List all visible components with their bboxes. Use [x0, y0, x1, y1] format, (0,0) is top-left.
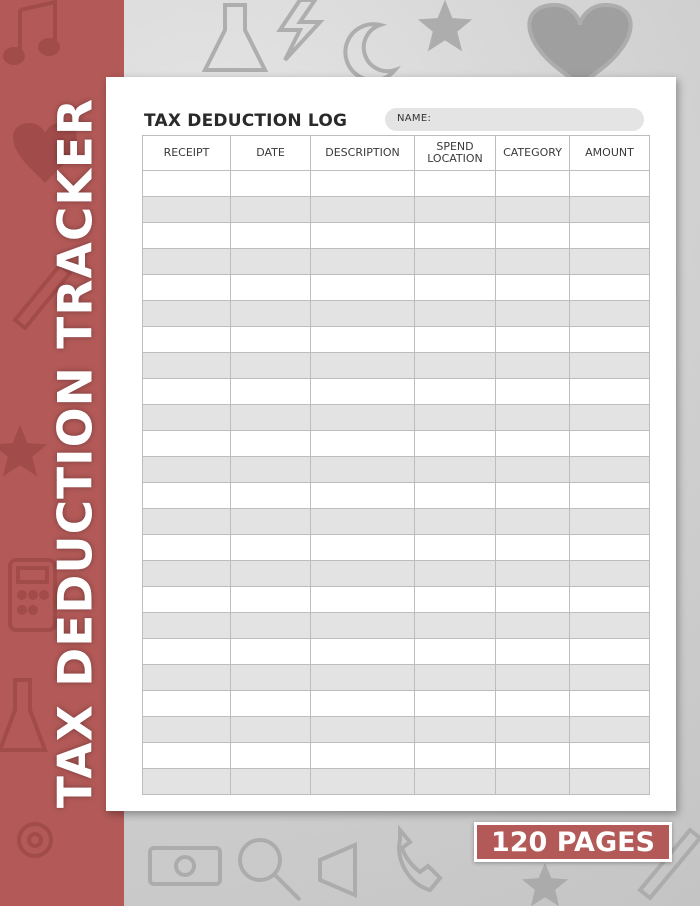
cell-amount[interactable] [570, 327, 650, 353]
cell-amount[interactable] [570, 275, 650, 301]
cell-description[interactable] [311, 197, 415, 223]
cell-spend-location[interactable] [415, 223, 496, 249]
table-row [143, 665, 650, 691]
cell-spend-location[interactable] [415, 665, 496, 691]
cell-date[interactable] [231, 691, 311, 717]
star-icon [0, 430, 42, 472]
table-row [143, 613, 650, 639]
table-row [143, 353, 650, 379]
cell-receipt[interactable] [143, 223, 231, 249]
table-row [143, 171, 650, 197]
moon-icon [345, 24, 395, 80]
cell-spend-location[interactable] [415, 743, 496, 769]
cell-amount[interactable] [570, 613, 650, 639]
cell-date[interactable] [231, 301, 311, 327]
cell-date[interactable] [231, 769, 311, 795]
cell-description[interactable] [311, 405, 415, 431]
cell-category[interactable] [496, 223, 570, 249]
cell-date[interactable] [231, 353, 311, 379]
megaphone-icon [320, 845, 355, 895]
table-row [143, 769, 650, 795]
cell-description[interactable] [311, 483, 415, 509]
cell-receipt[interactable] [143, 431, 231, 457]
cell-spend-location[interactable] [415, 327, 496, 353]
cell-date[interactable] [231, 743, 311, 769]
cell-spend-location[interactable] [415, 483, 496, 509]
cell-receipt[interactable] [143, 561, 231, 587]
cell-spend-location[interactable] [415, 379, 496, 405]
spine-title: TAX DEDUCTION TRACKER [48, 97, 104, 809]
table-body [143, 171, 650, 795]
cell-description[interactable] [311, 457, 415, 483]
cell-spend-location[interactable] [415, 197, 496, 223]
table-row [143, 275, 650, 301]
cell-category[interactable] [496, 691, 570, 717]
cell-amount[interactable] [570, 743, 650, 769]
cell-receipt[interactable] [143, 301, 231, 327]
cell-spend-location[interactable] [415, 639, 496, 665]
cell-description[interactable] [311, 327, 415, 353]
cell-description[interactable] [311, 171, 415, 197]
badge-text: 120 PAGES [490, 826, 656, 858]
cell-receipt[interactable] [143, 327, 231, 353]
cell-receipt[interactable] [143, 353, 231, 379]
magnifier-icon [240, 840, 300, 900]
cell-receipt[interactable] [143, 249, 231, 275]
page-count-badge [474, 822, 672, 862]
cell-amount[interactable] [570, 301, 650, 327]
cell-category[interactable] [496, 171, 570, 197]
cell-spend-location[interactable] [415, 535, 496, 561]
cell-description[interactable] [311, 587, 415, 613]
cell-receipt[interactable] [143, 379, 231, 405]
cell-amount[interactable] [570, 353, 650, 379]
cell-description[interactable] [311, 353, 415, 379]
table-row [143, 457, 650, 483]
cell-description[interactable] [311, 691, 415, 717]
music-note-icon [5, 2, 58, 63]
cell-amount[interactable] [570, 405, 650, 431]
cell-date[interactable] [231, 197, 311, 223]
cell-amount[interactable] [570, 717, 650, 743]
table-row [143, 483, 650, 509]
cell-amount[interactable] [570, 509, 650, 535]
cell-receipt[interactable] [143, 483, 231, 509]
table-row [143, 327, 650, 353]
cell-spend-location[interactable] [415, 301, 496, 327]
cell-category[interactable] [496, 665, 570, 691]
lightning-icon [280, 0, 320, 60]
cell-spend-location[interactable] [415, 717, 496, 743]
cell-receipt[interactable] [143, 405, 231, 431]
column-header-receipt: RECEIPT [143, 136, 231, 171]
table-row [143, 639, 650, 665]
column-header-spend-location: SPEND LOCATION [415, 136, 496, 171]
cell-category[interactable] [496, 587, 570, 613]
cell-spend-location[interactable] [415, 613, 496, 639]
cell-amount[interactable] [570, 535, 650, 561]
cell-amount[interactable] [570, 457, 650, 483]
cell-amount[interactable] [570, 197, 650, 223]
table-row [143, 223, 650, 249]
cell-category[interactable] [496, 535, 570, 561]
cell-receipt[interactable] [143, 691, 231, 717]
column-header-amount: AMOUNT [570, 136, 650, 171]
cell-amount[interactable] [570, 171, 650, 197]
cell-description[interactable] [311, 717, 415, 743]
cell-category[interactable] [496, 431, 570, 457]
cell-amount[interactable] [570, 483, 650, 509]
cell-date[interactable] [231, 327, 311, 353]
table-row [143, 535, 650, 561]
cell-date[interactable] [231, 275, 311, 301]
cell-spend-location[interactable] [415, 561, 496, 587]
cell-category[interactable] [496, 483, 570, 509]
cell-description[interactable] [311, 249, 415, 275]
cell-receipt[interactable] [143, 535, 231, 561]
cell-amount[interactable] [570, 561, 650, 587]
table-row [143, 509, 650, 535]
cell-description[interactable] [311, 613, 415, 639]
cell-receipt[interactable] [143, 197, 231, 223]
cell-category[interactable] [496, 639, 570, 665]
cell-category[interactable] [496, 457, 570, 483]
column-header-date: DATE [231, 136, 311, 171]
cell-spend-location[interactable] [415, 249, 496, 275]
cell-amount[interactable] [570, 639, 650, 665]
cell-amount[interactable] [570, 587, 650, 613]
cell-receipt[interactable] [143, 717, 231, 743]
log-page [106, 77, 676, 811]
cell-description[interactable] [311, 561, 415, 587]
cell-category[interactable] [496, 249, 570, 275]
cell-receipt[interactable] [143, 587, 231, 613]
cell-category[interactable] [496, 379, 570, 405]
cell-description[interactable] [311, 275, 415, 301]
cell-category[interactable] [496, 197, 570, 223]
cell-receipt[interactable] [143, 769, 231, 795]
cell-spend-location[interactable] [415, 431, 496, 457]
column-header-description: DESCRIPTION [311, 136, 415, 171]
cell-date[interactable] [231, 509, 311, 535]
cell-category[interactable] [496, 301, 570, 327]
cell-amount[interactable] [570, 691, 650, 717]
cell-receipt[interactable] [143, 171, 231, 197]
cell-spend-location[interactable] [415, 509, 496, 535]
cell-date[interactable] [231, 613, 311, 639]
cell-date[interactable] [231, 639, 311, 665]
cell-category[interactable] [496, 327, 570, 353]
name-label: NAME: [397, 113, 432, 124]
cell-spend-location[interactable] [415, 353, 496, 379]
table-row [143, 405, 650, 431]
cell-date[interactable] [231, 457, 311, 483]
money-icon [150, 848, 220, 884]
cell-amount[interactable] [570, 249, 650, 275]
cell-spend-location[interactable] [415, 769, 496, 795]
cell-description[interactable] [311, 535, 415, 561]
cell-description[interactable] [311, 431, 415, 457]
cell-date[interactable] [231, 431, 311, 457]
gear-icon [19, 824, 51, 856]
cell-category[interactable] [496, 275, 570, 301]
cell-amount[interactable] [570, 769, 650, 795]
cell-description[interactable] [311, 509, 415, 535]
table-row [143, 717, 650, 743]
cell-date[interactable] [231, 171, 311, 197]
cell-category[interactable] [496, 613, 570, 639]
cell-date[interactable] [231, 249, 311, 275]
table-row [143, 379, 650, 405]
cell-date[interactable] [231, 405, 311, 431]
cell-date[interactable] [231, 587, 311, 613]
cell-category[interactable] [496, 769, 570, 795]
cell-description[interactable] [311, 639, 415, 665]
cell-spend-location[interactable] [415, 587, 496, 613]
cell-receipt[interactable] [143, 275, 231, 301]
heart-icon [529, 5, 630, 85]
table-row [143, 249, 650, 275]
cell-category[interactable] [496, 509, 570, 535]
cell-category[interactable] [496, 405, 570, 431]
cell-receipt[interactable] [143, 743, 231, 769]
flask-icon [205, 5, 265, 70]
cell-receipt[interactable] [143, 457, 231, 483]
cell-category[interactable] [496, 353, 570, 379]
cell-date[interactable] [231, 665, 311, 691]
cell-category[interactable] [496, 717, 570, 743]
cell-spend-location[interactable] [415, 171, 496, 197]
table-row [143, 587, 650, 613]
column-header-category: CATEGORY [496, 136, 570, 171]
star-icon [423, 5, 467, 47]
cell-spend-location[interactable] [415, 275, 496, 301]
table-row [143, 691, 650, 717]
cell-date[interactable] [231, 483, 311, 509]
cell-description[interactable] [311, 769, 415, 795]
table-row [143, 197, 650, 223]
cell-category[interactable] [496, 743, 570, 769]
page-title: TAX DEDUCTION LOG [144, 111, 348, 131]
cell-spend-location[interactable] [415, 405, 496, 431]
cell-description[interactable] [311, 379, 415, 405]
cell-spend-location[interactable] [415, 457, 496, 483]
star-icon [527, 868, 563, 902]
cell-category[interactable] [496, 561, 570, 587]
cell-amount[interactable] [570, 379, 650, 405]
cell-date[interactable] [231, 379, 311, 405]
cell-receipt[interactable] [143, 509, 231, 535]
cell-receipt[interactable] [143, 639, 231, 665]
table-row [143, 561, 650, 587]
cell-description[interactable] [311, 223, 415, 249]
table-row [143, 743, 650, 769]
table-row [143, 431, 650, 457]
cell-receipt[interactable] [143, 613, 231, 639]
cell-date[interactable] [231, 561, 311, 587]
cell-spend-location[interactable] [415, 691, 496, 717]
cell-description[interactable] [311, 301, 415, 327]
cell-amount[interactable] [570, 223, 650, 249]
deduction-log-table [142, 135, 650, 795]
cell-receipt[interactable] [143, 665, 231, 691]
cell-description[interactable] [311, 665, 415, 691]
phone-icon [399, 830, 440, 890]
table-row [143, 301, 650, 327]
table-header-row [143, 136, 650, 171]
cell-date[interactable] [231, 223, 311, 249]
cell-amount[interactable] [570, 665, 650, 691]
cell-description[interactable] [311, 743, 415, 769]
cell-date[interactable] [231, 717, 311, 743]
cell-date[interactable] [231, 535, 311, 561]
flask-icon [0, 680, 45, 750]
name-field[interactable] [385, 108, 644, 131]
cell-amount[interactable] [570, 431, 650, 457]
